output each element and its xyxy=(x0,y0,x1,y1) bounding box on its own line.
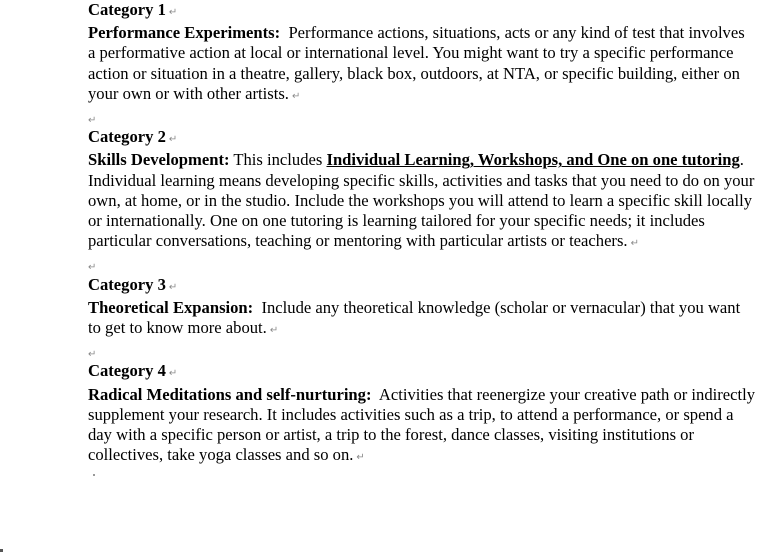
empty-paragraph xyxy=(88,107,756,127)
category-3-title: Category 3 xyxy=(88,274,166,294)
paragraph-mark-icon: ↵ xyxy=(269,325,279,337)
category-1-title: Category 1 xyxy=(88,0,166,19)
category-2-body: . Individual learning means developing specific skills, activities and tasks that you need to do on your own, at home, or in the studio. Include the workshops you will attend to learn a specific skill locally or internationally. One on one tutoring is learning tailored for your specific needs; it includes particular conversations, teaching or mentoring with particular artists or teachers. xyxy=(88,150,755,251)
paragraph-mark-icon: ↵ xyxy=(88,115,97,127)
category-3-heading xyxy=(88,275,756,298)
paragraph-mark-icon: ↵ xyxy=(88,349,97,361)
category-1-lead: Performance Experiments: xyxy=(88,23,281,43)
page-corner-dot xyxy=(0,549,3,552)
category-1-description xyxy=(88,23,756,107)
category-4-lead: Radical Meditations and self-nurturing: xyxy=(88,384,372,404)
category-3-description xyxy=(88,298,756,341)
paragraph-mark-icon: ↵ xyxy=(630,238,639,250)
category-1-heading xyxy=(88,0,756,23)
cursor-dot xyxy=(93,474,95,476)
document-page xyxy=(88,0,756,468)
empty-paragraph xyxy=(88,341,756,361)
category-4-description xyxy=(88,385,756,469)
category-2-intro: This includes xyxy=(233,150,323,170)
category-2-title: Category 2 xyxy=(88,127,166,147)
category-4-heading xyxy=(88,361,756,384)
paragraph-mark-icon: ↵ xyxy=(356,452,365,464)
category-2-heading xyxy=(88,127,756,150)
category-3-body: Include any theoretical knowledge (scholar or vernacular) that you want to get to know more about. xyxy=(88,297,741,338)
category-2-description xyxy=(88,150,756,254)
paragraph-mark-icon: ↵ xyxy=(291,90,301,102)
paragraph-mark-icon: ↵ xyxy=(168,7,178,18)
category-1-body: Performance actions, situations, acts or any kind of test that involves a performative action at local or international level. You might want to try a specific performance action or situation in a theatre, gallery, black box, outdoors, at NTA, or specific building, either on your own or with other artists. xyxy=(88,23,745,103)
category-4-title: Category 4 xyxy=(88,361,166,381)
paragraph-mark-icon: ↵ xyxy=(88,262,97,274)
category-3-lead: Theoretical Expansion: xyxy=(88,297,254,317)
category-2-lead: Skills Development: xyxy=(88,150,230,170)
category-4-body: Activities that reenergize your creative path or indirectly supplement your research. It includes activities such as a trip, to attend a performance, or spend a day with a specific person or artist, a trip to the forest, dance classes, visiting institutions or collectives, take yoga classes and so on. xyxy=(88,384,756,465)
empty-paragraph xyxy=(88,254,756,274)
paragraph-mark-icon: ↵ xyxy=(168,368,178,380)
category-2-underlined: Individual Learning, Workshops, and One on one tutoring xyxy=(326,150,740,170)
paragraph-mark-icon: ↵ xyxy=(168,281,178,293)
paragraph-mark-icon: ↵ xyxy=(168,134,178,146)
